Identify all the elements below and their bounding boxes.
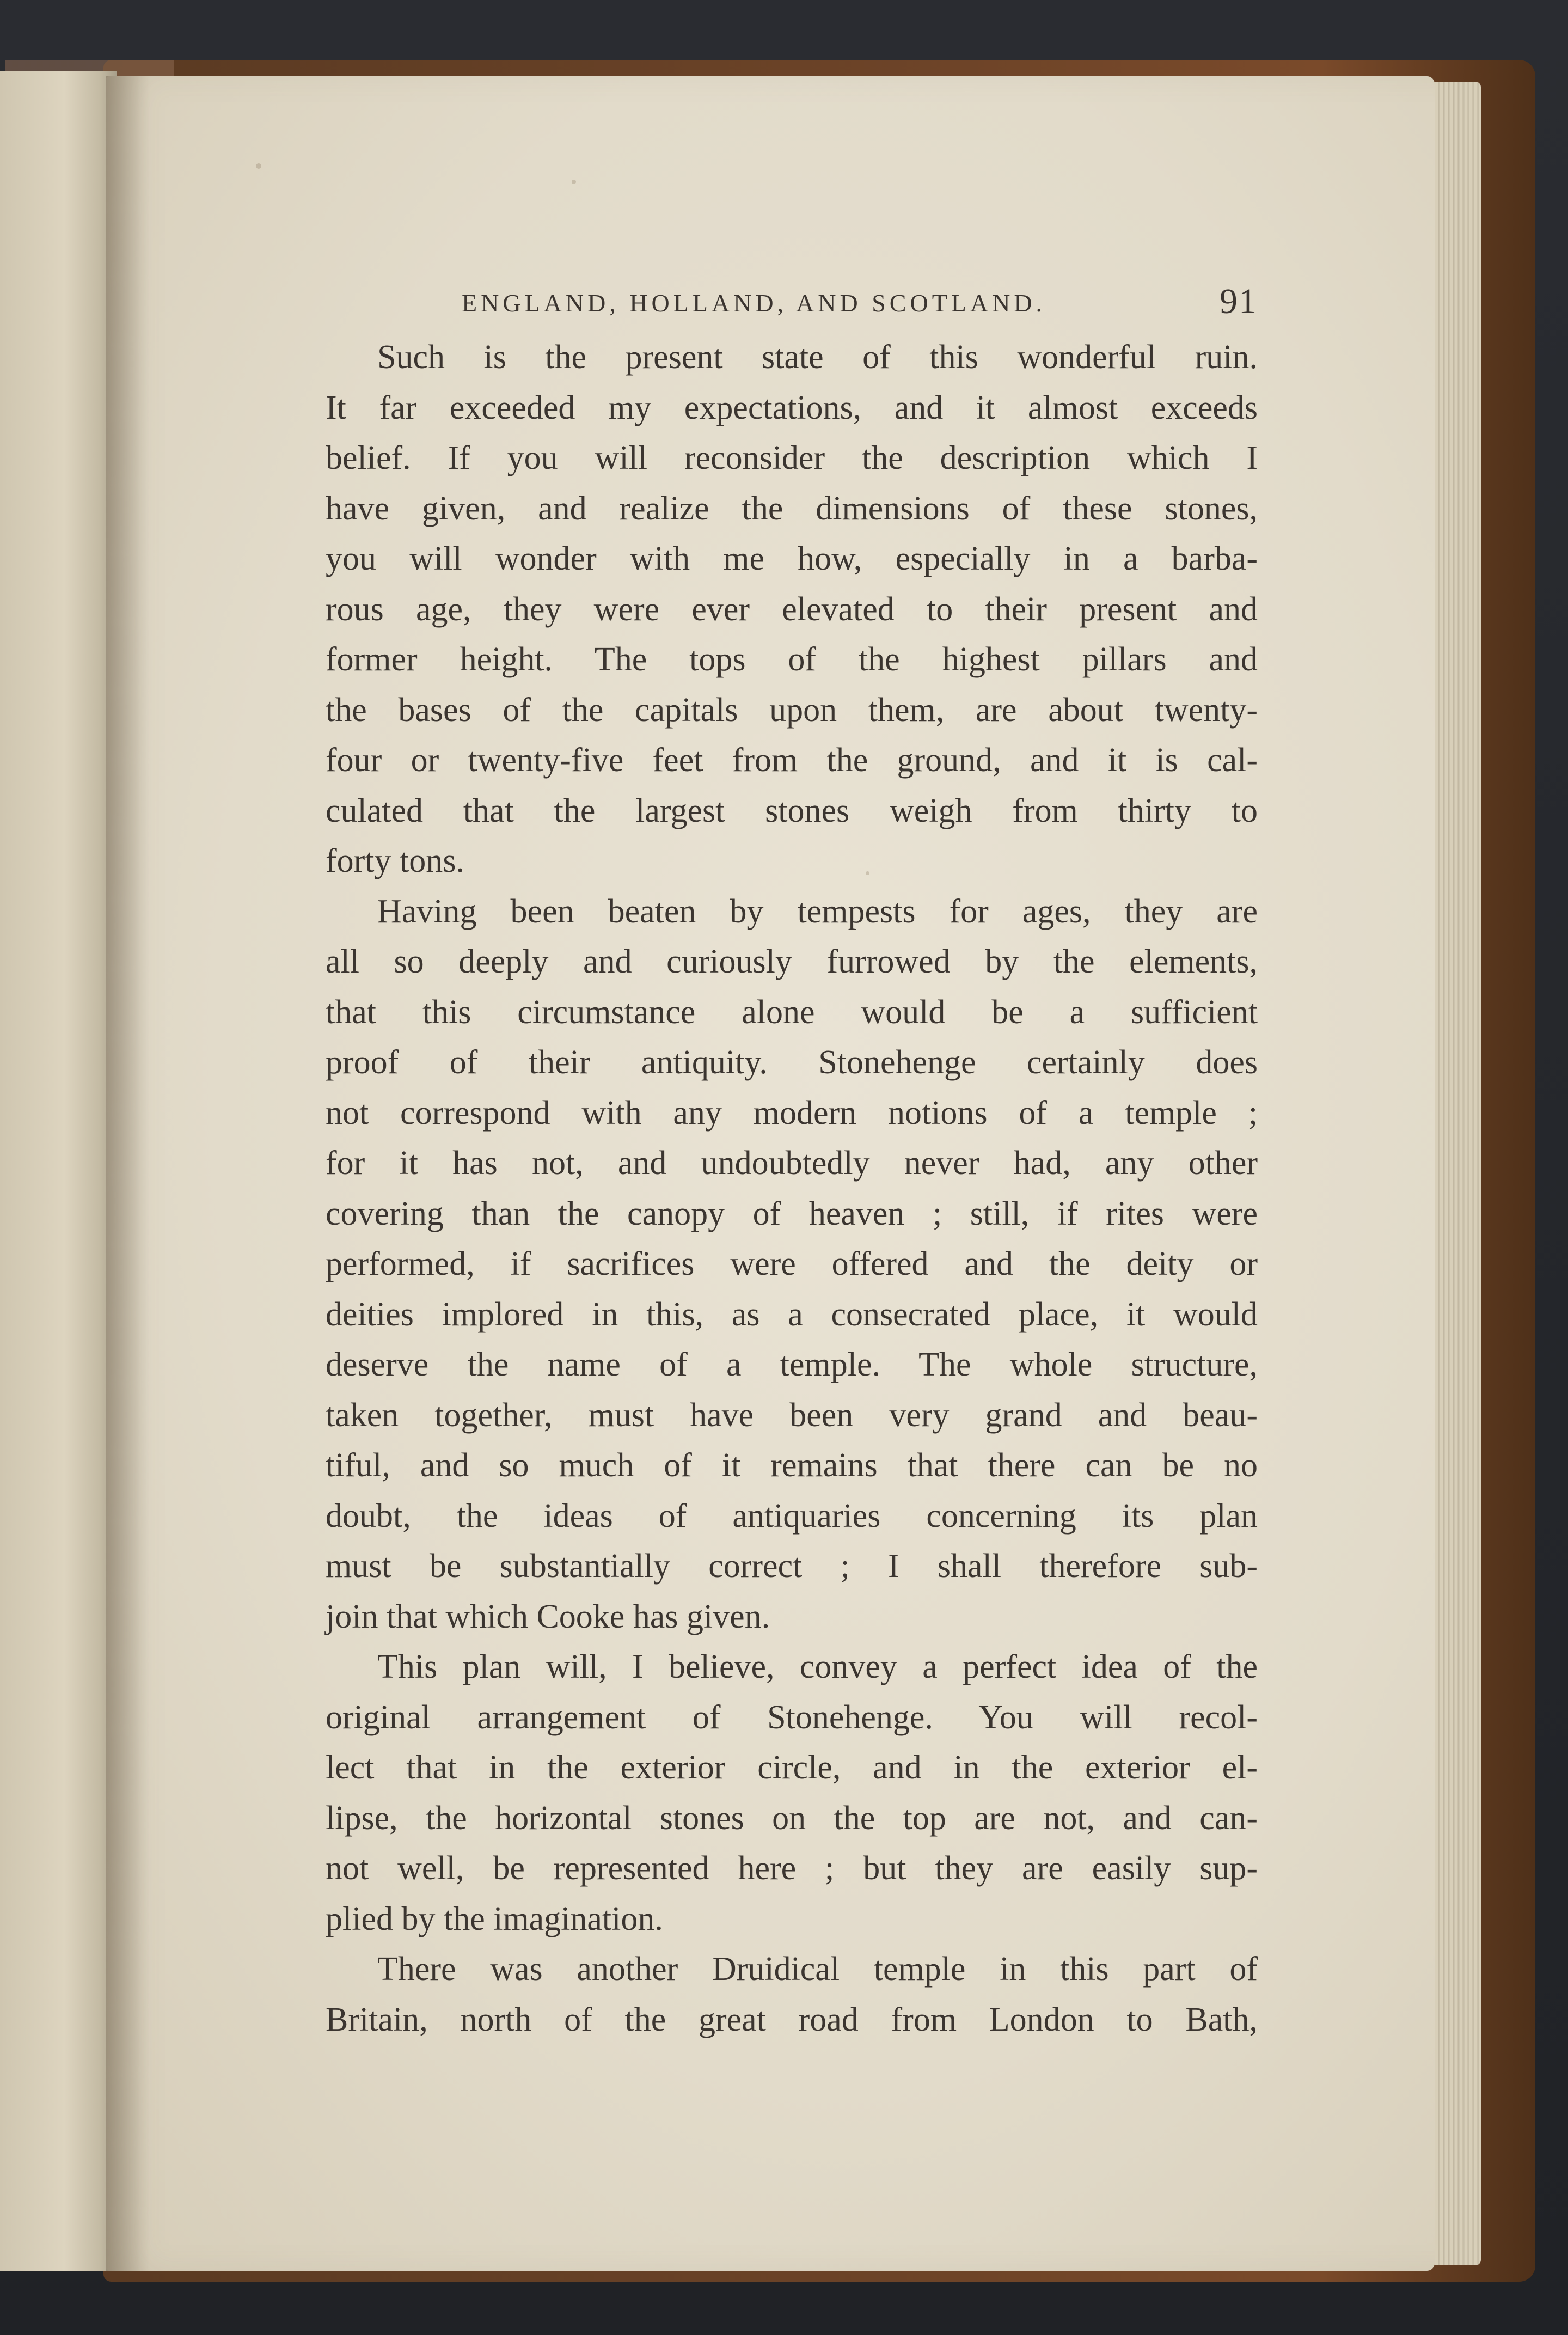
- text-line: four or twenty-five feet from the ground, and it is cal-: [326, 742, 1258, 779]
- text-line: join that which Cooke has given.: [326, 1598, 770, 1635]
- text-line: tiful, and so much of it remains that there can be no: [326, 1447, 1258, 1484]
- text-line: lipse, the horizontal stones on the top are not, and can-: [326, 1799, 1258, 1837]
- paragraph-4: [326, 1944, 1258, 2045]
- text-line: doubt, the ideas of antiquaries concerning its plan: [326, 1497, 1258, 1535]
- running-head: [326, 272, 1258, 332]
- text-line: Having been beaten by tempests for ages, they are: [377, 893, 1258, 930]
- running-head-title: ENGLAND, HOLLAND, AND SCOTLAND.: [462, 289, 1046, 317]
- text-line: the bases of the capitals upon them, are about twenty-: [326, 691, 1258, 729]
- text-line: rous age, they were ever elevated to their present and: [326, 590, 1258, 628]
- text-line: proof of their antiquity. Stonehenge certainly does: [326, 1044, 1258, 1081]
- left-page: [0, 71, 117, 2271]
- text-line: original arrangement of Stonehenge. You will recol-: [326, 1698, 1258, 1736]
- text-line: performed, if sacrifices were offered and the deity or: [326, 1245, 1258, 1282]
- paragraph-1: [326, 332, 1258, 887]
- foxing-spot: [572, 180, 576, 184]
- foxing-spot: [256, 163, 261, 169]
- page-number: 91: [1220, 282, 1258, 321]
- text-line: belief. If you will reconsider the description which I: [326, 439, 1258, 476]
- text-line: It far exceeded my expectations, and it almost exceeds: [326, 389, 1258, 426]
- text-line: This plan will, I believe, convey a perfect idea of the: [377, 1648, 1258, 1685]
- text-line: deserve the name of a temple. The whole structure,: [326, 1346, 1258, 1383]
- text-line: not correspond with any modern notions of a temple ;: [326, 1094, 1258, 1132]
- text-line: There was another Druidical temple in this part of: [377, 1951, 1258, 1988]
- text-line: former height. The tops of the highest pillars and: [326, 641, 1258, 678]
- text-line: not well, be represented here ; but they are easily sup-: [326, 1850, 1258, 1887]
- text-line: you will wonder with me how, especially in a barba-: [326, 540, 1258, 577]
- text-block: [326, 272, 1258, 2045]
- text-line: culated that the largest stones weigh from thirty to: [326, 792, 1258, 829]
- text-line: lect that in the exterior circle, and in the exterior el-: [326, 1749, 1258, 1786]
- text-line: for it has not, and undoubtedly never had, any other: [326, 1145, 1258, 1182]
- text-line: Britain, north of the great road from London to Bath,: [326, 2001, 1258, 2038]
- text-line: forty tons.: [326, 842, 464, 879]
- text-line: all so deeply and curiously furrowed by the elements,: [326, 943, 1258, 980]
- text-line: have given, and realize the dimensions of these stones,: [326, 490, 1258, 527]
- paragraph-3: [326, 1642, 1258, 1944]
- text-line: deities implored in this, as a consecrated place, it would: [326, 1295, 1258, 1333]
- text-line: must be substantially correct ; I shall therefore sub-: [326, 1548, 1258, 1585]
- gutter-shadow: [106, 76, 150, 2271]
- text-line: that this circumstance alone would be a sufficient: [326, 993, 1258, 1031]
- paragraph-2: [326, 887, 1258, 1642]
- text-line: Such is the present state of this wonderful ruin.: [377, 339, 1258, 376]
- text-line: covering than the canopy of heaven ; still, if rites were: [326, 1195, 1258, 1232]
- text-line: plied by the imagination.: [326, 1900, 663, 1937]
- text-line: taken together, must have been very grand and beau-: [326, 1396, 1258, 1434]
